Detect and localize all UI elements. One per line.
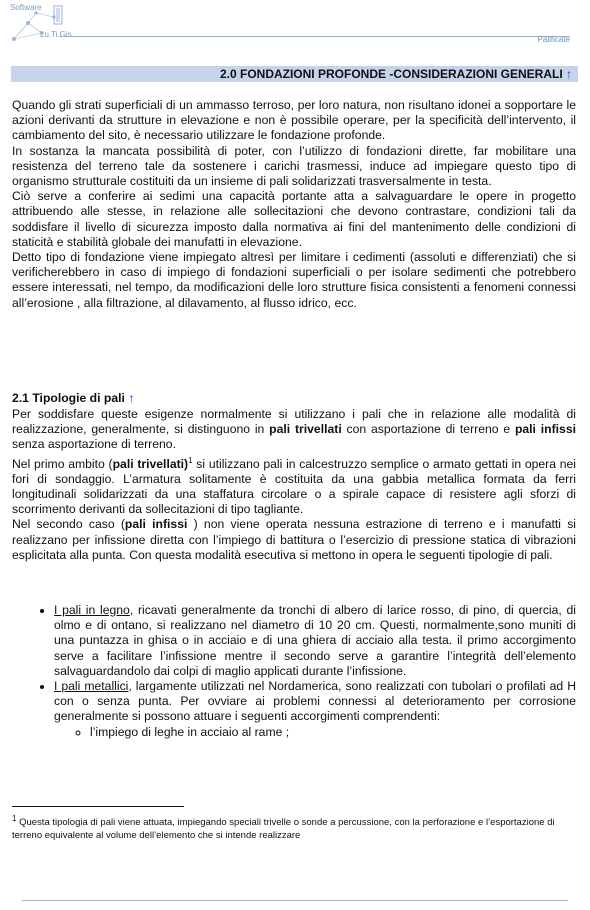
text-run: Nel secondo caso ( — [12, 517, 125, 532]
footnote-number: 1 — [12, 814, 17, 823]
section-2-1-text — [12, 407, 576, 563]
sub-list-item: ◦ l’impiego di leghe in acciaio al rame ; — [90, 725, 576, 740]
header-rule — [60, 36, 570, 37]
footnote-separator — [12, 806, 184, 807]
paragraph: Quando gli strati superficiali di un ammasso terroso, per loro natura, non risultano idonei a sopportare le azioni derivanti da strutture in elevazione e non è possibile operare, per la specificità dell’intervento, il cambiamento del sito, è necessario utilizzare le fondazione profonde. — [12, 98, 576, 143]
paragraph — [12, 517, 576, 563]
section-heading-bar — [11, 66, 578, 82]
logo-text-software: Software — [10, 3, 42, 12]
list-item — [54, 679, 576, 740]
text-run: Nel primo ambito ( — [12, 456, 113, 471]
text-run: senza asportazione di terreno. — [12, 437, 176, 452]
paragraph — [12, 453, 576, 518]
software-logo — [8, 3, 88, 43]
list-item — [54, 603, 576, 679]
text-run: si utilizzano pali in calcestruzzo semplice o armato gettati in opera nei fori di sondaggio. L’armatura solitamente è costituita da una gabbia metallica formata da ferri longitudinali solidarizzati da una staffatura circolare o a spirale capace di resistere agli sforzi di scorrimento derivanti da sollecitazioni di tipo tagliante. — [12, 456, 577, 517]
term-pali-infissi: pali infissi — [514, 422, 576, 437]
up-arrow-icon[interactable]: ↑ — [128, 391, 135, 405]
text-run: ) non viene operata nessuna estrazione di terreno e i manufatti si realizzano per infissione diretta con l’impiego di battitura o l’esercizio di pressione statica di vibrazioni esplicitata alla punta. Con questa modalità esecutiva si mettono in opera le seguenti tipologie di pali. — [12, 517, 576, 562]
term-pali-trivellati: pali trivellati) — [112, 456, 189, 471]
up-arrow-icon[interactable]: ↑ — [566, 67, 572, 81]
list-item-title: I pali in legno — [54, 603, 130, 617]
footnote-ref[interactable]: 1 — [188, 455, 193, 465]
subsection-heading — [12, 391, 134, 405]
paragraph: In sostanza la mancata possibilità di poter, con l’utilizzo di fondazioni dirette, far mobilitare una resistenza del terreno tale da sostenere i carichi trasmessi, induce ad impiegare questo tipo di organismo strutturale costituiti da un insieme di pali solidarizzati trasversalmente in testa. — [12, 143, 576, 189]
subsection-title: 2.1 Tipologie di pali — [12, 391, 125, 405]
paragraph: Ciò serve a conferire ai sedimi una capacità portante atta a salvaguardare le opere in progetto attribuendo alle stesse, in relazione alle sollecitazioni che devono contrastare, condizioni tali da soddisfare il livello di sicurezza imposto dalla normativa ai fini del mantenimento delle condizioni di staticità e stabilità globale dei manufatti in elevazione. — [12, 189, 576, 249]
logo-text-lutigis: Lu.Ti.Gis — [40, 30, 72, 39]
term-pali-infissi: pali infissi — [124, 517, 188, 532]
footnote-text: Questa tipologia di pali viene attuata, impiegando speciali trivelle o sonde a percussione, con la perforazione e l’esportazione di terreno equivalente al volume dell’elemento che si intende realizzare — [12, 817, 555, 842]
paragraph — [12, 407, 576, 453]
footnote — [12, 812, 578, 842]
paragraph: Detto tipo di fondazione viene impiegato altresì per limitare i cedimenti (assoluti e differenziati) che si verificherebbero in caso di impiego di fondazioni superficiali o per isolare sedimenti che potrebbero essere interessati, nel tempo, da modificazioni delle loro strutture fisica consistenti a fenomeni connessi all’erosione , alla filtrazione, al dilavamento, al flusso idrico, ecc. — [12, 250, 576, 310]
document-label: Palificate — [537, 35, 570, 44]
section-title: 2.0 FONDAZIONI PROFONDE -CONSIDERAZIONI GENERALI — [219, 67, 563, 81]
list-item-title: I pali metallici — [54, 679, 129, 694]
text-run: con asportazione di terreno e — [341, 422, 515, 437]
term-pali-trivellati: pali trivellati — [269, 422, 342, 437]
text-run: Per soddisfare queste esigenze normalmente si utilizzano i pali che in relazione alle modalità di realizzazione, generalmente, si distinguono in — [12, 407, 576, 437]
list-item-text: , ricavati generalmente da tronchi di albero di larice rosso, di pino, di quercia, di olmo e di ontano, si realizzano nel diametro di 10 20 cm. Questi, normalmente,sono muniti di una puntazza in ghisa o in acciaio e di una ghiera di acciaio alla testa. il primo accorgimento serve a facilitare l’infissione mentre il secondo serve a garantire l’integrità dell’elemento salvaguardandolo dai colpi di maglio applicati durante l’infissione. — [54, 603, 577, 678]
list-item-text: , largamente utilizzati nel Nordamerica, sono realizzati con tubolari o profilati ad H con o senza punta. Per ovviare ai problemi connessi al deterioramento per corrosione generalmente si possono attuare i seguenti accorgimenti comprendenti: — [54, 679, 576, 724]
footer-rule — [22, 900, 568, 901]
intro-text — [12, 98, 576, 311]
pile-types-list — [12, 603, 576, 740]
